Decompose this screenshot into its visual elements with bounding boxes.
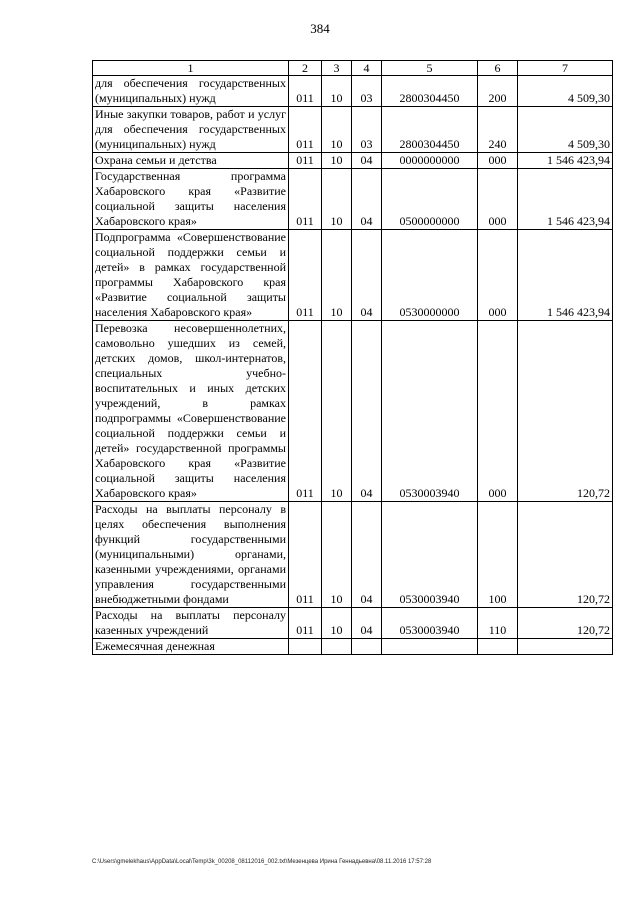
row-section-code: 10 — [322, 153, 352, 169]
row-name: Расходы на выплаты персоналу в целях обеспечения выполнения функций государственными (муниципальными) органами, казенными учреждениями, органами управления государственными внебюджетными фондами — [93, 502, 289, 608]
table-row — [93, 502, 613, 608]
row-amount: 4 509,30 — [518, 76, 613, 107]
row-ministry-code: 011 — [289, 608, 322, 639]
row-expense-type: 110 — [478, 608, 518, 639]
table-row — [93, 321, 613, 502]
row-ministry-code — [289, 639, 322, 655]
row-section-code — [322, 639, 352, 655]
row-amount: 4 509,30 — [518, 107, 613, 153]
row-expense-type: 100 — [478, 502, 518, 608]
row-amount — [518, 639, 613, 655]
row-subsection-code: 03 — [352, 76, 382, 107]
row-name: Иные закупки товаров, работ и услуг для обеспечения государственных (муниципальных) нужд — [93, 107, 289, 153]
row-ministry-code: 011 — [289, 76, 322, 107]
row-ministry-code: 011 — [289, 153, 322, 169]
row-amount: 1 546 423,94 — [518, 169, 613, 230]
row-expense-type — [478, 639, 518, 655]
table-row — [93, 608, 613, 639]
row-ministry-code: 011 — [289, 230, 322, 321]
page-number: 384 — [310, 21, 330, 36]
row-target-code: 2800304450 — [382, 107, 478, 153]
row-subsection-code: 04 — [352, 230, 382, 321]
row-amount: 1 546 423,94 — [518, 153, 613, 169]
row-target-code: 0530003940 — [382, 608, 478, 639]
row-name: Расходы на выплаты персоналу казенных учреждений — [93, 608, 289, 639]
col-header: 4 — [352, 61, 382, 76]
row-ministry-code: 011 — [289, 502, 322, 608]
row-subsection-code — [352, 639, 382, 655]
col-header: 1 — [93, 61, 289, 76]
row-subsection-code: 03 — [352, 107, 382, 153]
row-expense-type: 000 — [478, 153, 518, 169]
row-name: Государственная программа Хабаровского края «Развитие социальной защиты населения Хабаровского края» — [93, 169, 289, 230]
row-expense-type: 200 — [478, 76, 518, 107]
col-header: 3 — [322, 61, 352, 76]
header-row — [93, 61, 613, 76]
row-section-code: 10 — [322, 76, 352, 107]
row-amount: 1 546 423,94 — [518, 230, 613, 321]
row-section-code: 10 — [322, 230, 352, 321]
row-expense-type: 000 — [478, 169, 518, 230]
row-expense-type: 240 — [478, 107, 518, 153]
table-row — [93, 230, 613, 321]
col-header: 7 — [518, 61, 613, 76]
table-row — [93, 76, 613, 107]
row-target-code: 0530000000 — [382, 230, 478, 321]
row-ministry-code: 011 — [289, 169, 322, 230]
row-name: Перевозка несовершеннолетних, самовольно ушедших из семей, детских домов, школ-интернатов, специальных учебно-воспитательных и иных детских учреждений, в рамках подпрограммы «Совершенствование социальной поддержки семьи и детей» государственной программы Хабаровского края «Развитие социальной защиты населения Хабаровского края» — [93, 321, 289, 502]
row-subsection-code: 04 — [352, 502, 382, 608]
row-target-code: 0000000000 — [382, 153, 478, 169]
row-amount: 120,72 — [518, 502, 613, 608]
row-target-code: 2800304450 — [382, 76, 478, 107]
row-expense-type: 000 — [478, 230, 518, 321]
budget-table — [92, 60, 613, 655]
row-subsection-code: 04 — [352, 608, 382, 639]
row-section-code: 10 — [322, 608, 352, 639]
row-amount: 120,72 — [518, 608, 613, 639]
row-name: Ежемесячная денежная — [93, 639, 289, 655]
row-subsection-code: 04 — [352, 321, 382, 502]
table-row — [93, 107, 613, 153]
col-header: 2 — [289, 61, 322, 76]
row-name: для обеспечения государственных (муниципальных) нужд — [93, 76, 289, 107]
table-row — [93, 639, 613, 655]
row-name: Подпрограмма «Совершенствование социальной поддержки семьи и детей» в рамках государственной программы Хабаровского края «Развитие социальной защиты населения Хабаровского края» — [93, 230, 289, 321]
row-section-code: 10 — [322, 502, 352, 608]
row-target-code: 0530003940 — [382, 502, 478, 608]
col-header: 5 — [382, 61, 478, 76]
row-amount: 120,72 — [518, 321, 613, 502]
table-row — [93, 169, 613, 230]
row-subsection-code: 04 — [352, 169, 382, 230]
row-section-code: 10 — [322, 321, 352, 502]
row-target-code: 0500000000 — [382, 169, 478, 230]
row-subsection-code: 04 — [352, 153, 382, 169]
col-header: 6 — [478, 61, 518, 76]
row-section-code: 10 — [322, 107, 352, 153]
row-target-code — [382, 639, 478, 655]
row-target-code: 0530003940 — [382, 321, 478, 502]
row-ministry-code: 011 — [289, 107, 322, 153]
footer-file-path: C:\Users\gmelekhaus\AppData\Local\Temp\3k_00208_08112016_002.txt\Мезенцева Ирина Геннадьевна\08.11.2016 17:57:28 — [92, 859, 432, 865]
table-row — [93, 153, 613, 169]
row-section-code: 10 — [322, 169, 352, 230]
row-name: Охрана семьи и детства — [93, 153, 289, 169]
row-ministry-code: 011 — [289, 321, 322, 502]
row-expense-type: 000 — [478, 321, 518, 502]
